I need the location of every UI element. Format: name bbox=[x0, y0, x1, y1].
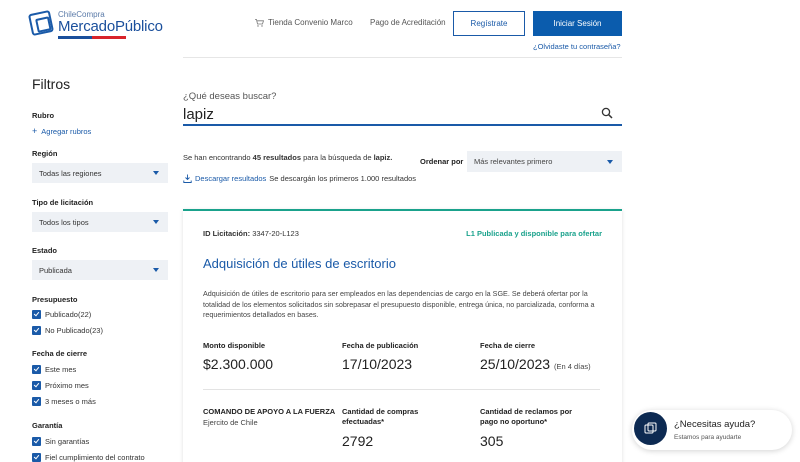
help-title: ¿Necesitas ayuda? bbox=[674, 419, 756, 430]
region-select[interactable] bbox=[32, 163, 168, 183]
register-button[interactable]: Regístrate bbox=[453, 11, 525, 36]
fecha-cierre-option[interactable] bbox=[32, 365, 76, 374]
tipo-licitacion-label: Tipo de licitación bbox=[32, 198, 94, 207]
tipo-licitacion-value: Todos los tipos bbox=[39, 217, 89, 227]
garantia-option[interactable] bbox=[32, 437, 89, 446]
chevron-down-icon bbox=[153, 171, 159, 175]
closing-date-note: (En 4 días) bbox=[553, 362, 591, 371]
login-button[interactable]: Iniciar Sesión bbox=[533, 11, 622, 36]
header-divider bbox=[183, 57, 622, 58]
monto-label: Monto disponible bbox=[203, 341, 266, 350]
add-rubros-link[interactable] bbox=[32, 126, 91, 136]
checkbox-checked-icon bbox=[32, 326, 41, 335]
order-by-select[interactable] bbox=[467, 151, 622, 172]
fecha-cierre-option-label: Este mes bbox=[45, 365, 77, 374]
checkbox-checked-icon bbox=[32, 310, 41, 319]
fecha-cierre-option-label: Próximo mes bbox=[45, 381, 89, 390]
fecha-cierre-option-label: 3 meses o más bbox=[45, 397, 96, 406]
download-note: Se descargán los primeros 1.000 resultados bbox=[269, 174, 417, 183]
nav-tienda-label: Tienda Convenio Marco bbox=[268, 18, 353, 27]
checkbox-checked-icon bbox=[32, 397, 41, 406]
region-value: Todas las regiones bbox=[39, 168, 102, 178]
fecha-cierre-option[interactable] bbox=[32, 397, 96, 406]
results-term: lapiz. bbox=[373, 153, 393, 162]
presupuesto-option[interactable] bbox=[32, 326, 103, 335]
filters-title: Filtros bbox=[32, 76, 71, 92]
logo-main: MercadoPúblico bbox=[58, 18, 163, 35]
checkbox-checked-icon bbox=[32, 381, 41, 390]
card-divider bbox=[203, 389, 600, 390]
help-avatar bbox=[634, 412, 667, 445]
estado-label: Estado bbox=[32, 246, 58, 255]
status-badge: L1 Publicada y disponible para ofertar bbox=[466, 229, 602, 238]
garantia-label: Garantía bbox=[32, 421, 63, 430]
purchases-label: Cantidad de compras efectuadas* bbox=[342, 407, 419, 426]
results-summary bbox=[183, 153, 392, 162]
presupuesto-label: Presupuesto bbox=[32, 295, 78, 304]
claims-label: Cantidad de reclamos por pago no oportuno* bbox=[480, 407, 573, 426]
organization-sub: Ejercito de Chile bbox=[203, 418, 258, 427]
tender-id-value: 3347-20-L123 bbox=[252, 229, 299, 238]
results-middle: para la búsqueda de bbox=[303, 153, 372, 162]
tender-description: Adquisición de útiles de escritorio para ser empleados en las dependencias de cargo en la SGE. Se deberá ofertar por la totalidad de los elementos solicitados sin sobrepasar el presupuesto disponible, entrega única, no parcializada, conforma a requerimientos detallados en bases. bbox=[203, 289, 595, 319]
search-icon[interactable] bbox=[601, 107, 613, 119]
nav-pago-acreditacion[interactable]: Pago de Acreditación bbox=[370, 18, 446, 27]
help-widget[interactable] bbox=[632, 410, 792, 450]
chevron-down-icon bbox=[153, 220, 159, 224]
logo-mark-icon bbox=[28, 10, 54, 36]
closing-date-label: Fecha de cierre bbox=[480, 341, 536, 350]
publication-date-label: Fecha de publicación bbox=[342, 341, 419, 350]
fecha-cierre-option[interactable] bbox=[32, 381, 89, 390]
presupuesto-option-label: No Publicado(23) bbox=[45, 326, 103, 335]
download-icon bbox=[183, 174, 192, 183]
help-subtitle: Estamos para ayudarte bbox=[674, 434, 742, 441]
tender-card[interactable] bbox=[183, 209, 622, 462]
download-results bbox=[183, 174, 416, 183]
checkbox-checked-icon bbox=[32, 365, 41, 374]
presupuesto-option[interactable] bbox=[32, 310, 91, 319]
garantia-option-label: Fiel cumplimiento del contrato bbox=[45, 453, 145, 462]
garantia-option-label: Sin garantías bbox=[45, 437, 90, 446]
tender-id-label: ID Licitación: bbox=[203, 229, 251, 238]
plus-icon: + bbox=[32, 126, 38, 136]
closing-date-value: 25/10/2023 bbox=[480, 356, 551, 372]
checkbox-checked-icon bbox=[32, 453, 41, 462]
tipo-licitacion-select[interactable] bbox=[32, 212, 168, 232]
order-by-label: Ordenar por bbox=[420, 157, 464, 166]
chevron-down-icon bbox=[607, 160, 613, 164]
add-rubros-label: Agregar rubros bbox=[41, 126, 92, 136]
region-label: Región bbox=[32, 149, 58, 158]
order-by-value: Más relevantes primero bbox=[474, 157, 553, 166]
search-input[interactable] bbox=[183, 104, 622, 126]
monto-value: $2.300.000 bbox=[203, 356, 274, 372]
mercado-publico-logo[interactable] bbox=[30, 10, 163, 40]
estado-select[interactable] bbox=[32, 260, 168, 280]
estado-value: Publicada bbox=[39, 265, 72, 275]
search-question: ¿Qué deseas buscar? bbox=[183, 91, 277, 102]
tender-id bbox=[203, 229, 299, 238]
results-count: 45 resultados bbox=[252, 153, 302, 162]
logo-bar bbox=[58, 36, 126, 39]
download-results-link[interactable]: Descargar resultados bbox=[195, 174, 267, 183]
presupuesto-option-label: Publicado(22) bbox=[45, 310, 92, 319]
garantia-option[interactable] bbox=[32, 453, 145, 462]
forgot-password-link[interactable]: ¿Olvidaste tu contraseña? bbox=[533, 42, 621, 51]
claims-value: 305 bbox=[480, 433, 504, 449]
closing-date bbox=[480, 356, 591, 372]
rubro-label: Rubro bbox=[32, 111, 55, 120]
checkbox-checked-icon bbox=[32, 437, 41, 446]
header bbox=[0, 0, 800, 60]
tender-title[interactable]: Adquisición de útiles de escritorio bbox=[203, 256, 396, 271]
organization-name: COMANDO DE APOYO A LA FUERZA bbox=[203, 407, 336, 416]
nav-tienda-convenio-marco[interactable] bbox=[255, 18, 353, 27]
logo-sub: ChileCompra bbox=[58, 10, 105, 19]
fecha-cierre-label: Fecha de cierre bbox=[32, 349, 88, 358]
chat-icon bbox=[644, 422, 657, 435]
cart-icon bbox=[255, 19, 264, 27]
purchases-value: 2792 bbox=[342, 433, 374, 449]
chevron-down-icon bbox=[153, 268, 159, 272]
publication-date-value: 17/10/2023 bbox=[342, 356, 413, 372]
results-prefix: Se han encontrando bbox=[183, 153, 251, 162]
